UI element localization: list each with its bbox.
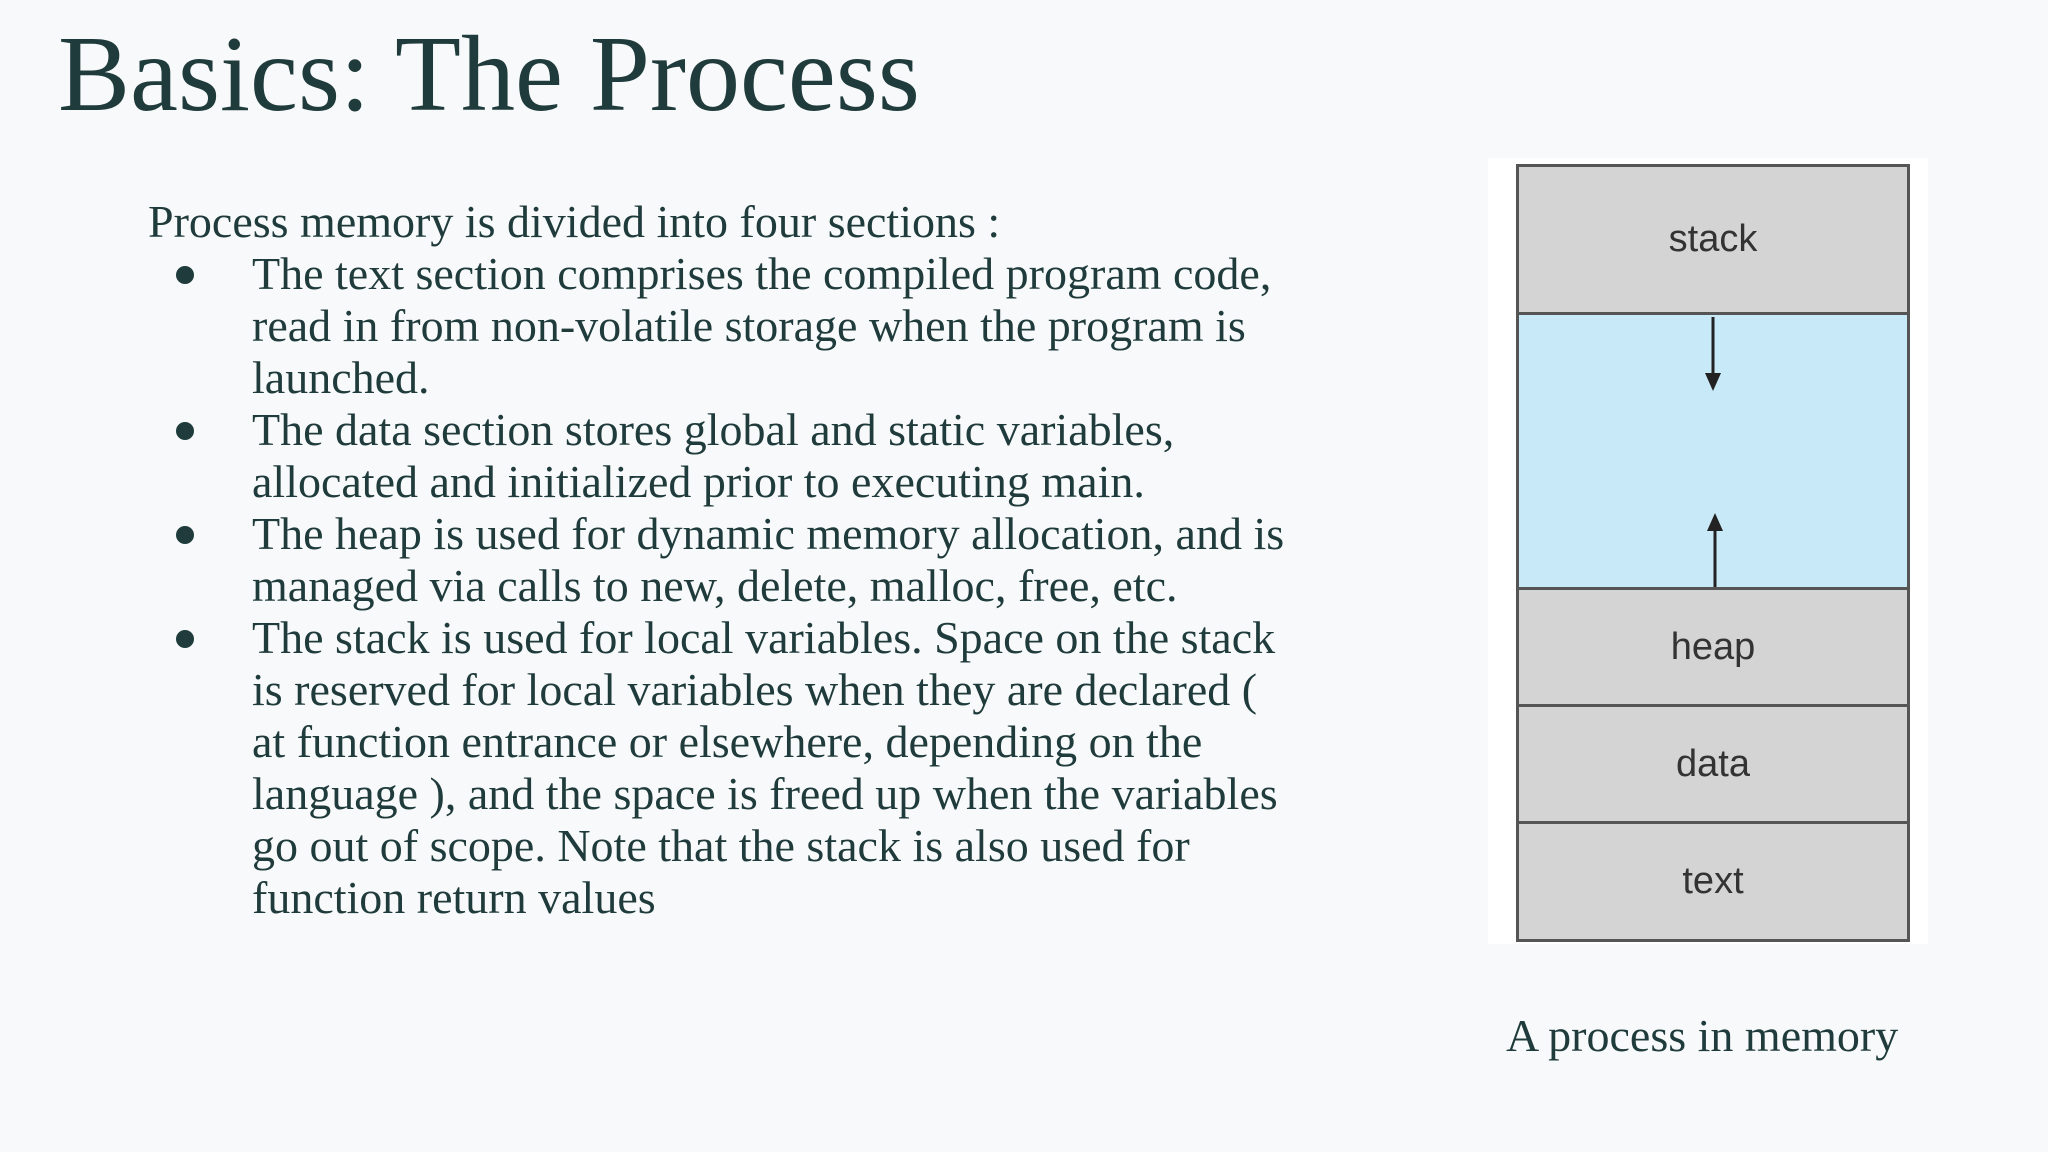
bullet-icon [176, 526, 194, 544]
segment-text [1519, 824, 1907, 939]
bullet-icon [176, 266, 194, 284]
bullet-stack-section [148, 612, 1298, 924]
segment-stack [1519, 167, 1907, 315]
growth-arrows [1519, 315, 1907, 590]
segment-data [1519, 707, 1907, 824]
memory-layout [1516, 164, 1910, 942]
segment-text-label: text [1682, 860, 1744, 902]
bullet-heap-section [148, 508, 1298, 612]
intro-text: Process memory is divided into four sections : [148, 196, 1001, 247]
bullet-icon [176, 422, 194, 440]
bullet-icon [176, 630, 194, 648]
segment-heap-label: heap [1670, 625, 1756, 668]
bullet-text: The data section stores global and static variables, allocated and initialized prior to executing main. [252, 404, 1175, 507]
bullet-data-section [148, 404, 1298, 508]
bullet-text: The heap is used for dynamic memory allocation, and is managed via calls to new, delete, malloc, free, etc. [252, 508, 1285, 611]
bullet-text-section [148, 248, 1298, 404]
bullet-text: The text section comprises the compiled program code, read in from non-volatile storage when the program is launched. [252, 248, 1272, 403]
arrow-up-icon [1707, 513, 1723, 587]
bullet-text: The stack is used for local variables. Space on the stack is reserved for local variables when they are declared ( at function entrance or elsewhere, depending on the language ), and the space is freed up when the variables go out of scope. Note that the stack is also used for function return values [252, 612, 1278, 923]
segment-heap [1519, 590, 1907, 707]
slide-body [148, 196, 1298, 924]
segment-stack-label: stack [1668, 218, 1758, 260]
segment-free-space [1519, 315, 1907, 590]
segment-data-label: data [1676, 742, 1750, 785]
figure-caption: A process in memory [1506, 1010, 1899, 1061]
process-memory-diagram [1488, 158, 1928, 944]
slide-title: Basics: The Process [58, 15, 920, 134]
arrow-down-icon [1705, 317, 1721, 391]
bullet-list [148, 248, 1298, 924]
